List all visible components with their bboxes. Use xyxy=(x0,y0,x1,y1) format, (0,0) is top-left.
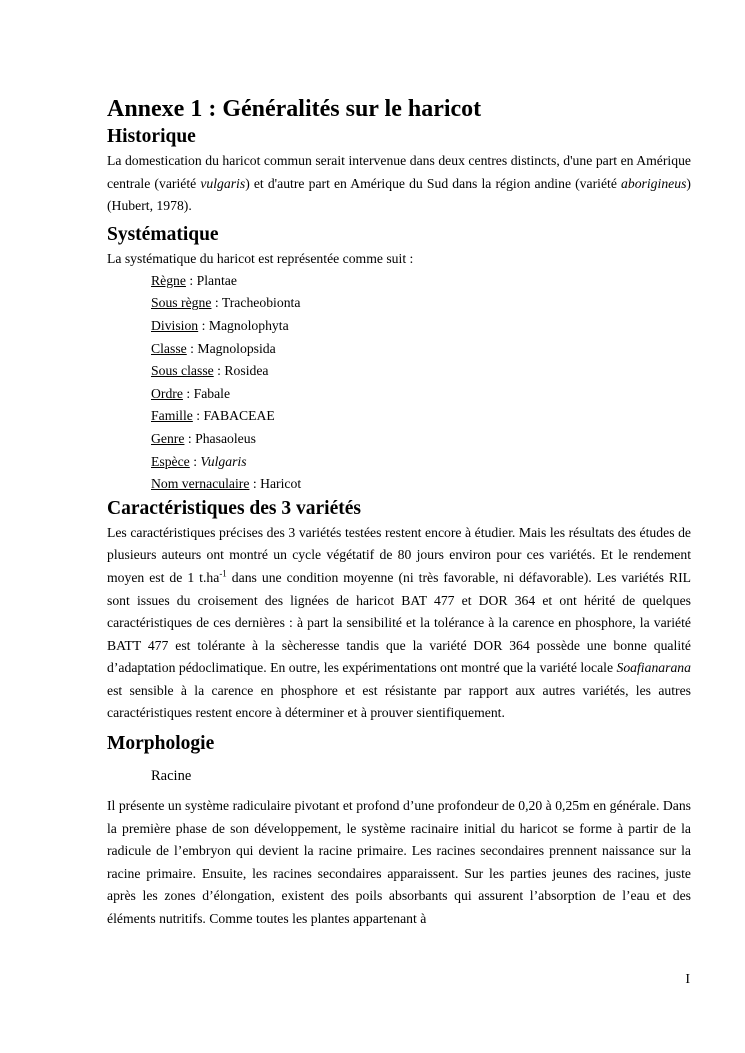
page-number: I xyxy=(685,972,690,987)
section-heading-historique: Historique xyxy=(107,126,196,147)
historique-paragraph: La domestication du haricot commun serait intervenue dans deux centres distincts, d'une part en Amérique centrale (variété vulgaris) et d'autre part en Amérique du Sud dans la région andine (variété aborigineus) (Hubert, 1978). xyxy=(107,153,691,214)
document-page xyxy=(107,94,691,931)
taxonomy-item: Division : Magnolophyta xyxy=(151,317,289,333)
morphologie-paragraph: Il présente un système radiculaire pivotant et profond d’une profondeur de 0,20 à 0,25m en générale. Dans la première phase de son développement, le système racinaire initial du haricot se forme à partir de la radicule de l’embryon qui devient la racine primaire. Les racines secondaires prennent naissance sur la racine primaire. Ensuite, les racines secondaires apparaissent. Sur les parties jeunes des racines, juste après les zones d’élongation, existent des poils absorbants qui assurent l’absorption de l’eau et des éléments nutritifs. Comme toutes les plantes appartenant à xyxy=(107,798,691,927)
taxonomy-item: Nom vernaculaire : Haricot xyxy=(151,476,302,492)
taxonomy-item: Ordre : Fabale xyxy=(151,385,231,401)
subsection-heading-racine: Racine xyxy=(151,768,192,785)
page-title: Annexe 1 : Généralités sur le haricot xyxy=(107,96,482,122)
taxonomy-item: Règne : Plantae xyxy=(151,272,237,288)
taxonomy-item: Famille : FABACEAE xyxy=(151,408,275,424)
section-heading-caracteristiques: Caractéristiques des 3 variétés xyxy=(107,497,361,519)
section-heading-morphologie: Morphologie xyxy=(107,733,215,755)
systematique-intro: La systématique du haricot est représentée comme suit : xyxy=(107,250,414,266)
taxonomy-list xyxy=(107,270,691,496)
taxonomy-item: Espèce : Vulgaris xyxy=(151,453,247,469)
caracteristiques-paragraph: Les caractéristiques précises des 3 variétés testées restent encore à étudier. Mais les résultats des études de plusieurs auteurs ont montré un cycle végétatif de 80 jours environ pour ces variétés. Et le rendement moyen est de 1 $t.ha^{-1}$ dans une condition moyenne (ni très favorable, ni défavorable). Les variétés RIL sont issues du croisement des lignées de haricot BAT 477 et DOR 364 et ont hérité de quelques caractéristiques de ces dernières : à part la sensibilité et la tolérance à la carence en phosphore, la variété BATT 477 est tolérante à la sècheresse tandis que la variété DOR 364 possède une bonne qualité d’adaptation pédoclimatique. En outre, les expérimentations ont montré que la variété locale Soafianarana est sensible à la carence en phosphore et est résistante par rapport aux autres variétés, les autres caractéristiques restent encore à déterminer et à prouver sientifiquement. xyxy=(107,524,691,721)
taxonomy-item: Sous classe : Rosidea xyxy=(151,363,269,379)
taxonomy-item: Sous règne : Tracheobionta xyxy=(151,295,301,311)
section-heading-systematique: Systématique xyxy=(107,223,219,245)
taxonomy-item: Genre : Phasaoleus xyxy=(151,430,256,446)
taxonomy-item: Classe : Magnolopsida xyxy=(151,340,276,356)
